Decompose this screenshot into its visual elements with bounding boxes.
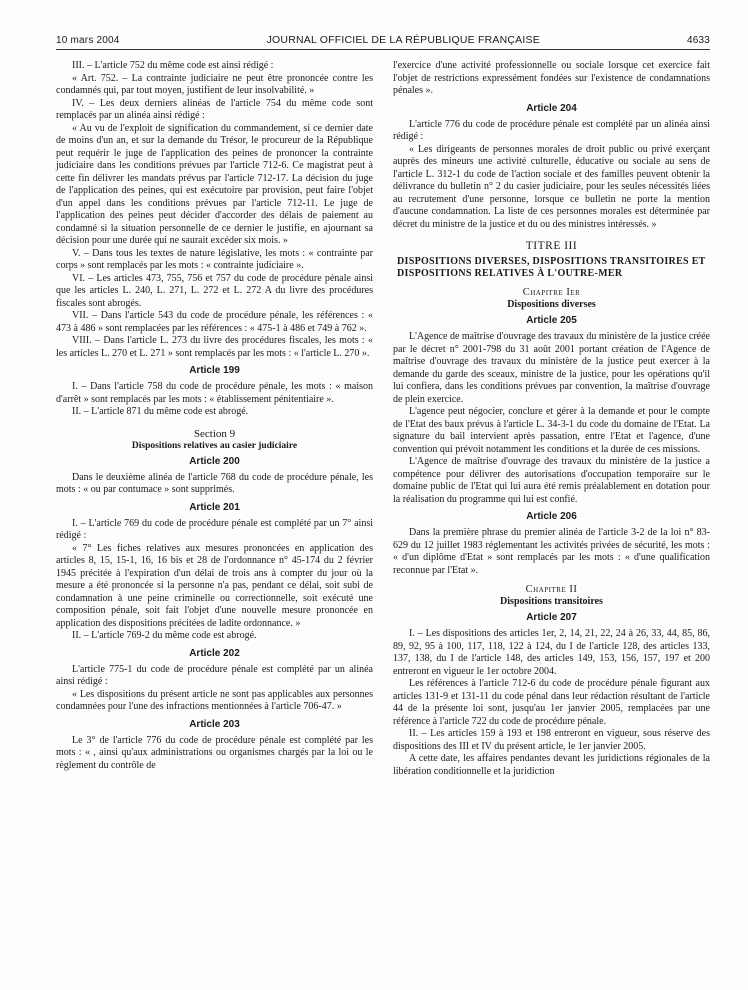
paragraph: « Les dispositions du présent article ne sont pas applicables aux personnes condamnées pour l'une des infractions mentionnées à l'article 706-47. » [56, 688, 373, 712]
paragraph: L'Agence de maîtrise d'ouvrage des travaux du ministère de la justice a compétence pour délivrer des autorisations d'occupation temporaire sur le domaine public de l'Etat qui lui aura été remis préalablement en dotation pour la réalisation du programme qui lui est confié. [393, 456, 710, 505]
chapter-subheading: Dispositions diverses [507, 299, 596, 310]
chapter-subheading: Dispositions transitoires [500, 596, 603, 607]
paragraph: I. – Dans l'article 758 du code de procédure pénale, les mots : « maison d'arrêt » sont remplacés par les mots : « établissement pénitentiaire ». [56, 381, 373, 405]
header-page-number: 4633 [686, 35, 710, 46]
page-header [56, 0, 710, 50]
article-heading: Article 199 [189, 365, 240, 376]
paragraph: « Au vu de l'exploit de signification du commandement, si ce dernier date de moins d'un an, et sur la demande du Trésor, le procureur de la République peut requérir le juge de l'application des peines de prononcer la contrainte judiciaire dans les conditions prévues par l'article 712-6. Ce magistrat peut à cette fin délivrer les mandats prévus par l'article 712-17. La décision du juge de l'application des peines, qui est exécutoire par provision, peut faire l'objet d'un appel dans les conditions prévues par l'article 712-11. Le juge de l'application des peines peut décider d'accorder des délais de paiement au condamné si la situation personnelle de ce dernier le justifie, en ajournant sa décision pour une durée qui ne saurait excéder six mois. » [56, 122, 373, 246]
paragraph: I. – Les dispositions des articles 1er, 2, 14, 21, 22, 24 à 26, 33, 44, 85, 86, 89, 92, 95 à 100, 117, 118, 122 à 124, du I de l'article 128, des articles 133, 137, 138, du I de l'article 148, des articles 149, 153, 156, 157, 197 et 200 entreront en vigueur le 1er octobre 2004. [393, 628, 710, 677]
article-heading: Article 203 [189, 718, 240, 730]
paragraph: Dans la première phrase du premier alinéa de l'article 3-2 de la loi n° 83-629 du 12 juillet 1983 réglementant les activités privées de sécurité, les mots : « d'un diplôme d'Etat » sont remplacés par les mots : « d'une qualification reconnue par l'Etat ». [393, 527, 710, 576]
paragraph: II. – Les articles 159 à 193 et 198 entreront en vigueur, sous réserve des dispositions des III et IV du présent article, le 1er janvier 2005. [393, 728, 710, 752]
chapter-heading: Chapitre Ier [522, 287, 581, 298]
article-heading: Article 207 [526, 612, 577, 623]
article-heading: Article 202 [189, 647, 240, 659]
paragraph: l'exercice d'une activité professionnelle ou sociale lorsque cet exercice fait l'objet de restrictions expressément fondées sur l'existence de condamnations pénales ». [393, 60, 710, 96]
paragraph: A cette date, les affaires pendantes devant les juridictions régionales de la libération conditionnelle et la juridiction [393, 753, 710, 777]
paragraph: VIII. – Dans l'article L. 273 du livre des procédures fiscales, les mots : « les articles L. 270 et L. 271 » sont remplacés par les mots : « l'article L. 270 ». [56, 335, 373, 359]
paragraph: « Les dirigeants de personnes morales de droit public ou privé exerçant auprès des mineurs une activité culturelle, éducative ou sociale au sens de l'article L. 312-1 du code de l'action sociale et des familles peuvent obtenir la délivrance du bulletin n° 2 du casier judiciaire, pour les seules nécessités liées au recrutement d'une personne, lorsque ce bulletin ne porte la mention d'aucune condamnation. La liste de ces personnes morales est déterminée par décret du ministre de la justice et du ou des ministres intéressés. » [393, 143, 710, 230]
paragraph: Le 3° de l'article 776 du code de procédure pénale est complété par les mots : « , ainsi qu'aux administrations ou organismes chargés par la loi ou le règlement du contrôle de [56, 734, 373, 771]
article-heading: Article 204 [526, 102, 577, 114]
paragraph: V. – Dans tous les textes de nature législative, les mots : « contrainte par corps » sont remplacés par les mots : « contrainte judiciaire ». [56, 247, 373, 271]
column-right [393, 60, 710, 778]
paragraph: I. – L'article 769 du code de procédure pénale est complété par un 7° ainsi rédigé : [56, 517, 373, 541]
paragraph: L'article 776 du code de procédure pénale est complété par un alinéa ainsi rédigé : [393, 118, 710, 142]
paragraph: L'agence peut négocier, conclure et gérer à la demande et pour le compte de l'Etat des baux prévus à l'article L. 34-3-1 du code du domaine de l'Etat. La signature du bail intervient après passation, entre l'Etat et l'agence, d'une convention qui prévoit notamment les conditions et la durée de ces missions. [393, 406, 710, 455]
header-title: JOURNAL OFFICIEL DE LA RÉPUBLIQUE FRANÇAISE [266, 34, 540, 46]
article-heading: Article 200 [189, 455, 240, 467]
paragraph: III. – L'article 752 du même code est ainsi rédigé : [72, 60, 274, 71]
paragraph: II. – L'article 769-2 du même code est abrogé. [72, 630, 257, 641]
paragraph: VI. – Les articles 473, 755, 756 et 757 du code de procédure pénale ainsi que les articles L. 240, L. 271, L. 272 et L. 272 A du livre des procédures fiscales sont abrogés. [56, 272, 373, 309]
paragraph: VII. – Dans l'article 543 du code de procédure pénale, les références : « 473 à 486 » sont remplacées par les références : « 475-1 à 486 et 749 à 762 ». [56, 310, 373, 334]
chapter-heading: Chapitre II [525, 584, 578, 595]
article-heading: Article 205 [526, 315, 577, 326]
text-columns [56, 60, 710, 778]
section-subheading: Dispositions relatives au casier judiciaire [131, 440, 298, 451]
paragraph: L'article 775-1 du code de procédure pénale est complété par un alinéa ainsi rédigé : [56, 663, 373, 687]
section-heading: Section 9 [193, 427, 236, 440]
article-heading: Article 201 [189, 501, 240, 513]
paragraph: « 7° Les fiches relatives aux mesures prononcées en application des articles 8, 15, 15-1, 16, 16 bis et 28 de l'ordonnance n° 45-174 du 2 février 1945 précitée à l'expiration d'un délai de trois ans à compter du jour où la mesure a été prononcée si la personne n'a pas, pendant ce délai, soit subi de condamnation à une peine criminelle ou correctionnelle, soit exécuté une composition pénale, soit fait l'objet d'une nouvelle mesure prononcée en application des dispositions précitées de ladite ordonnance. » [56, 542, 373, 629]
paragraph: Dans le deuxième alinéa de l'article 768 du code de procédure pénale, les mots : « ou par contumace » sont supprimés. [56, 471, 373, 495]
titre-subheading: DISPOSITIONS DIVERSES, DISPOSITIONS TRANSITOIRES ET DISPOSITIONS RELATIVES À L'OUTRE-MER [397, 256, 706, 279]
column-left [56, 60, 373, 778]
titre-heading: TITRE III [525, 240, 578, 252]
header-date: 10 mars 2004 [56, 35, 120, 46]
paragraph: IV. – Les deux derniers alinéas de l'article 754 du même code sont remplacés par un alinéa ainsi rédigé : [56, 97, 373, 121]
paragraph: L'Agence de maîtrise d'ouvrage des travaux du ministère de la justice créée par le décret n° 2001-798 du 31 août 2001 portant création de l'Agence de maîtrise d'ouvrage des travaux du ministère de la justice peut exercer à la demande du garde des sceaux, ministre de la justice, pour les opérations qu'il lui confiera, dans les conditions prévues par convention, la maîtrise d'ouvrage de plein exercice. [393, 331, 710, 405]
paragraph: Les références à l'article 712-6 du code de procédure pénale figurant aux articles 131-9 et 131-11 du code pénal dans leur rédaction résultant de l'article 44 de la présente loi sont, jusqu'au 1er janvier 2005, remplacées par une référence à l'article 722 du code de procédure pénale. [393, 678, 710, 727]
article-heading: Article 206 [526, 511, 577, 522]
paragraph: II. – L'article 871 du même code est abrogé. [72, 406, 249, 417]
paragraph: « Art. 752. – La contrainte judiciaire ne peut être prononcée contre les condamnés qui, par tout moyen, justifient de leur insolvabilité. » [56, 72, 373, 96]
